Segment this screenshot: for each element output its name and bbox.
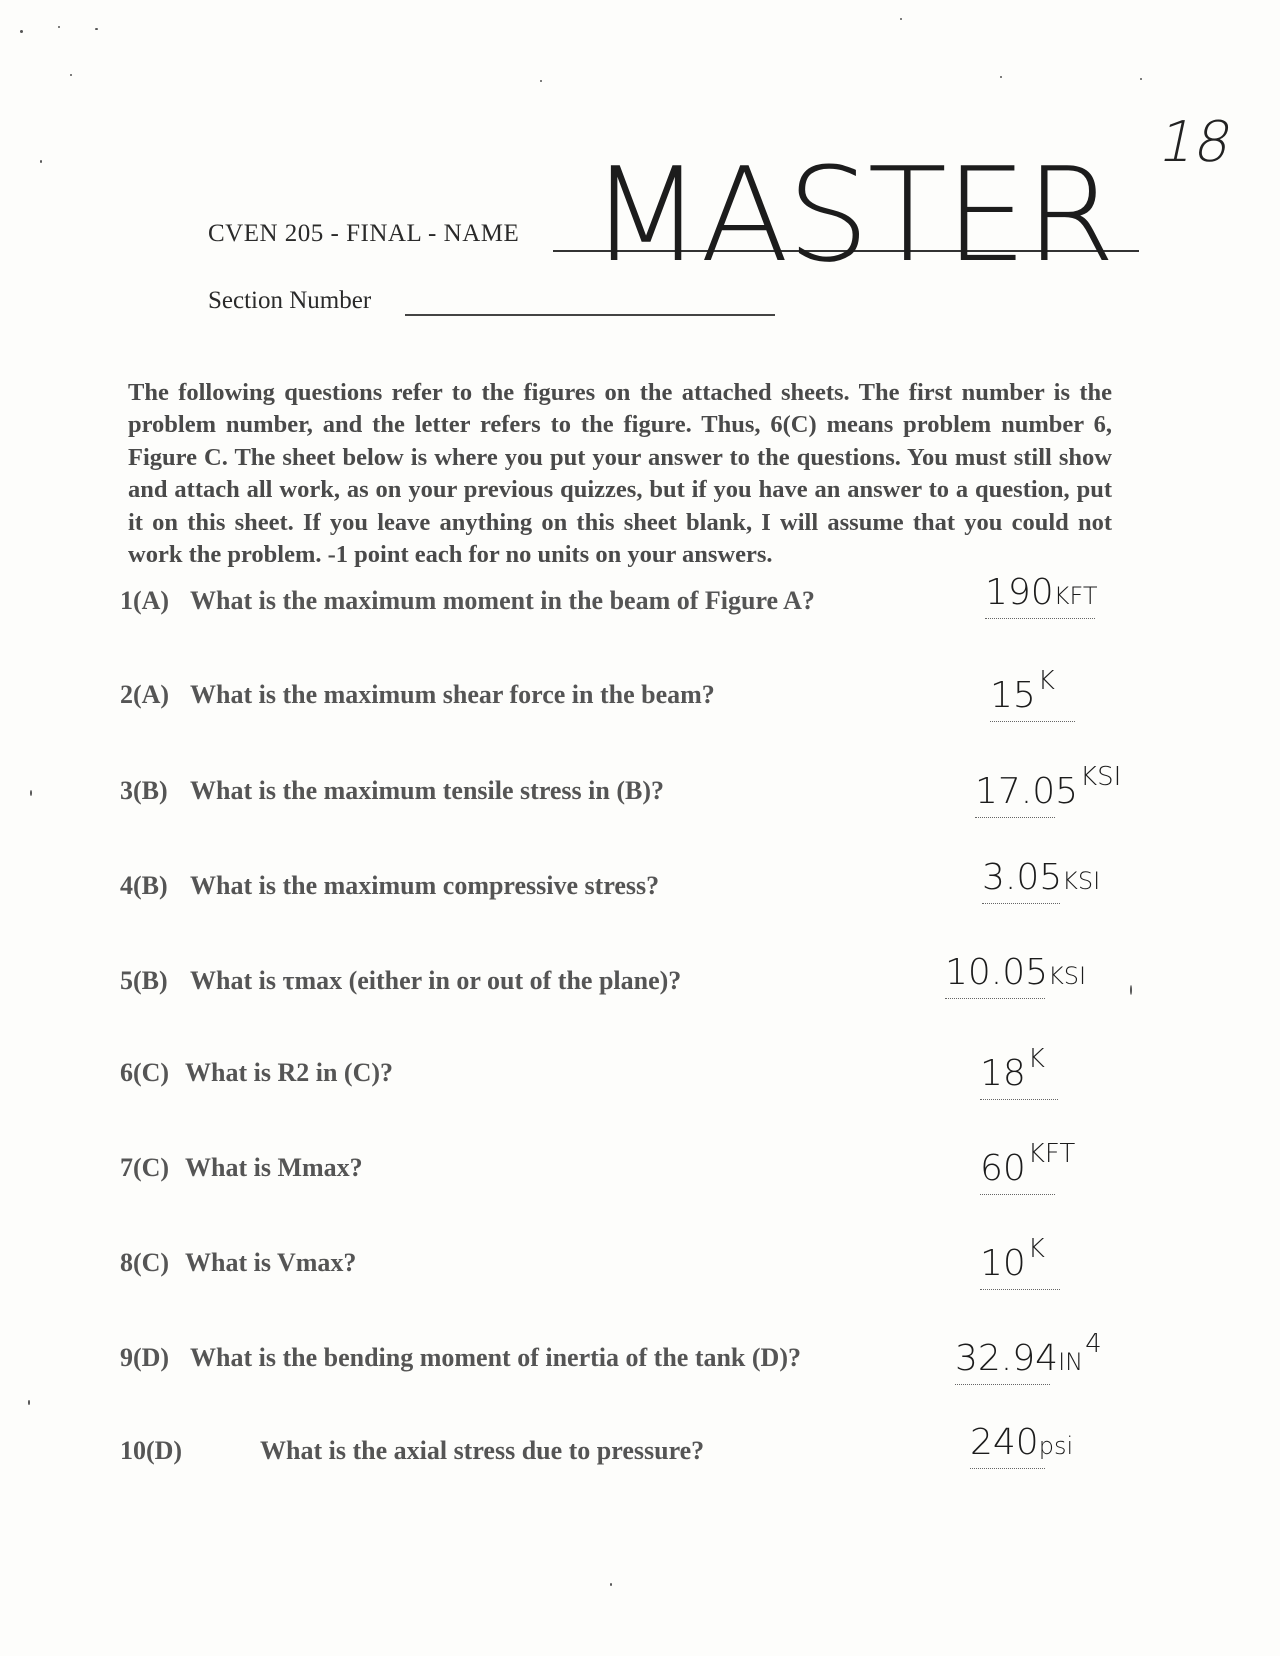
answer-underline <box>975 817 1055 818</box>
question-text: What is τmax (either in or out of the plane)? <box>190 966 682 995</box>
answer-field[interactable] <box>985 572 1098 613</box>
handwritten-name-text: MASTER <box>590 139 1114 291</box>
section-number-field[interactable] <box>405 314 775 316</box>
answer-field[interactable] <box>975 762 1121 812</box>
answer-underline <box>982 903 1060 904</box>
question-text: What is R2 in (C)? <box>185 1058 394 1087</box>
answer-underline <box>980 1194 1055 1195</box>
answer-value: 3.05 <box>982 857 1063 898</box>
answer-unit: KSI <box>1062 867 1101 895</box>
question-text: What is the maximum shear force in the beam? <box>190 680 715 709</box>
answer-value: 190 <box>985 572 1054 613</box>
question-number: 6(C) <box>120 1058 170 1087</box>
answer-unit: psi <box>1038 1432 1074 1460</box>
answer-underline <box>970 1468 1045 1469</box>
answer-value: 15 <box>990 675 1036 716</box>
question-number: 4(B) <box>120 871 168 900</box>
question-number: 10(D) <box>120 1436 183 1465</box>
answer-underline <box>980 1099 1058 1100</box>
answer-unit: KSI <box>1080 762 1122 792</box>
question-text: What is Vmax? <box>185 1248 357 1277</box>
answer-unit: K <box>1037 666 1055 696</box>
question-number: 1(A) <box>120 586 170 615</box>
answer-field[interactable] <box>970 1422 1073 1463</box>
question-text: What is Mmax? <box>185 1153 363 1182</box>
answer-underline <box>990 721 1075 722</box>
answer-field[interactable] <box>980 1234 1045 1284</box>
answer-value: 240 <box>970 1422 1039 1463</box>
handwritten-name <box>590 139 1114 291</box>
question-text: What is the maximum moment in the beam of Figure A? <box>190 586 815 615</box>
section-number-label: Section Number <box>208 287 372 314</box>
answer-value: 17.05 <box>975 771 1079 812</box>
answer-field[interactable] <box>980 1044 1045 1094</box>
answer-field[interactable] <box>955 1329 1102 1379</box>
question-number: 2(A) <box>120 680 170 709</box>
question-number: 9(D) <box>120 1343 170 1372</box>
question-number: 8(C) <box>120 1248 170 1277</box>
answer-unit: IN <box>1058 1348 1084 1376</box>
page-number: 18 <box>1153 110 1239 175</box>
answer-underline <box>955 1384 1050 1385</box>
question-number: 7(C) <box>120 1153 170 1182</box>
question-text: What is the axial stress due to pressure? <box>260 1436 705 1465</box>
answer-value: 10.05 <box>945 952 1049 993</box>
answer-unit: KFT <box>1053 582 1098 610</box>
instructions-paragraph: The following questions refer to the figures on the attached sheets. The first number is the problem number, and the letter refers to the figure. Thus, 6(C) means problem number 6, Figure C. The sheet below is where you put your answer to the questions. You must still show and attach all work, as on your previous quizzes, but if you have an answer to a question, put it on this sheet. If you leave anything on this sheet blank, I will assume that you could not work the problem. -1 point each for no units on your answers. <box>128 378 1112 568</box>
answer-field[interactable] <box>982 857 1100 898</box>
question-text: What is the maximum compressive stress? <box>190 871 660 900</box>
answer-field[interactable] <box>990 666 1055 716</box>
answer-underline <box>945 998 1045 999</box>
answer-underline <box>980 1289 1060 1290</box>
answer-unit: KFT <box>1027 1139 1076 1169</box>
question-text: What is the bending moment of inertia of the tank (D)? <box>190 1343 801 1372</box>
answer-field[interactable] <box>945 952 1086 993</box>
answer-unit: K <box>1027 1234 1045 1264</box>
question-number: 5(B) <box>120 966 168 995</box>
question-text: What is the maximum tensile stress in (B)? <box>190 776 665 805</box>
question-number: 3(B) <box>120 776 168 805</box>
answer-value: 60 <box>980 1148 1026 1189</box>
course-name-label: CVEN 205 - FINAL - NAME <box>208 220 520 247</box>
answer-underline <box>985 618 1095 619</box>
answer-exponent: 4 <box>1085 1329 1102 1359</box>
answer-unit: K <box>1027 1044 1045 1074</box>
answer-field[interactable] <box>980 1139 1075 1189</box>
answer-value: 18 <box>980 1053 1026 1094</box>
answer-value: 10 <box>980 1243 1026 1284</box>
answer-value: 32.94 <box>955 1338 1059 1379</box>
answer-unit: KSI <box>1048 962 1087 990</box>
